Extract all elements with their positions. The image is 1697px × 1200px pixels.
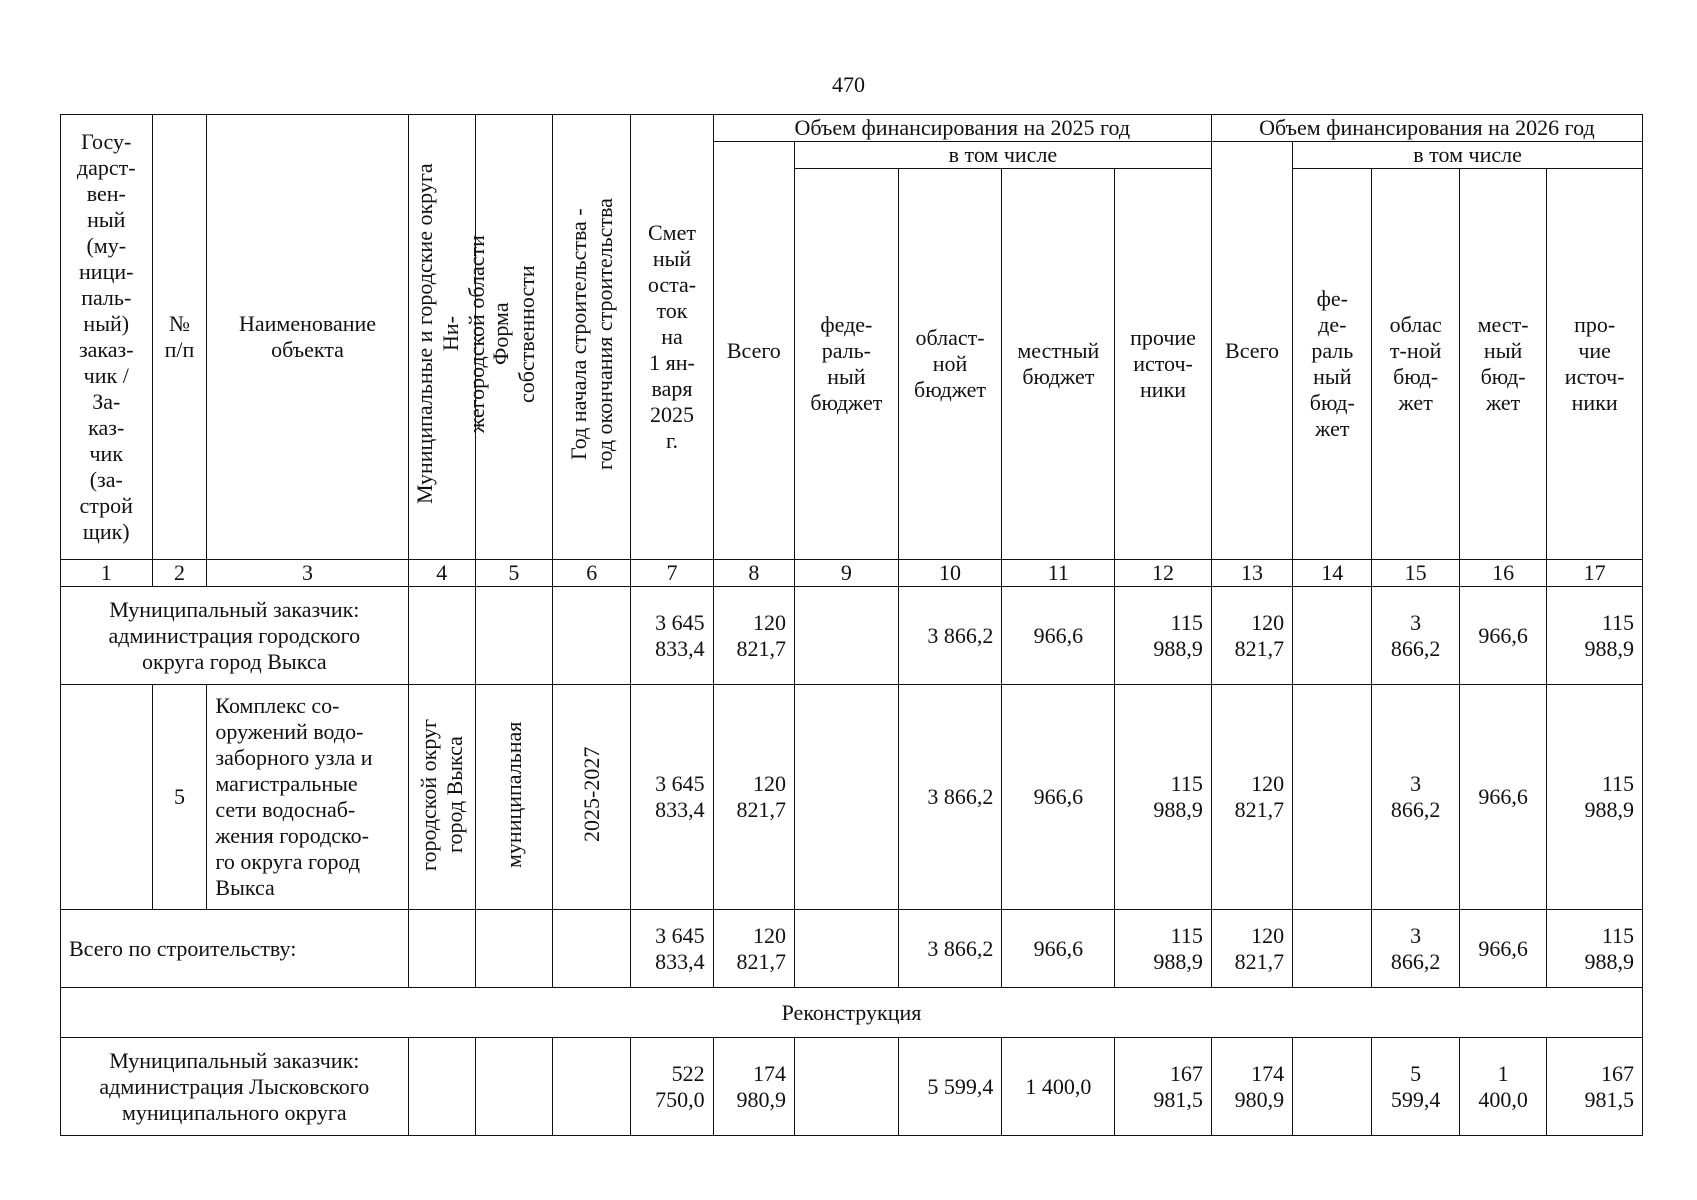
header-years: Год начала строительства - год окончания строительства — [565, 198, 617, 470]
header-regional-2026: облас т-ной бюд- жет — [1372, 169, 1459, 560]
col-number: 1 — [61, 560, 153, 587]
regional-2026: 3 866,2 — [1372, 910, 1459, 988]
empty-cell — [408, 910, 475, 988]
object-district-cell — [408, 685, 475, 910]
regional-2026: 3 866,2 — [1372, 587, 1459, 685]
object-name: Комплекс со- оружений водо- заборного узла и магистральные сети водоснаб- жения городско- го округа город Выкса — [207, 685, 408, 910]
customer-label: Муниципальный заказчик: администрация городского округа город Выкса — [61, 587, 409, 685]
local-2025: 966,6 — [1002, 587, 1115, 685]
federal-2026 — [1293, 910, 1372, 988]
local-2026: 966,6 — [1459, 685, 1546, 910]
header-incl-2026: в том числе — [1293, 142, 1643, 169]
federal-2026 — [1293, 685, 1372, 910]
col-number: 2 — [152, 560, 207, 587]
col-number: 4 — [408, 560, 475, 587]
empty-cell — [553, 587, 631, 685]
regional-2025: 5 599,4 — [898, 1038, 1002, 1136]
object-ownership-cell — [475, 685, 552, 910]
object-years: 2025-2027 — [578, 746, 604, 842]
header-other-2026: про- чие источ- ники — [1547, 169, 1643, 560]
local-2026: 966,6 — [1459, 587, 1546, 685]
header-other-2025: прочие источ- ники — [1115, 169, 1212, 560]
header-total-2026: Всего — [1211, 142, 1292, 560]
other-2026: 115 988,9 — [1547, 910, 1643, 988]
empty-cell — [475, 1038, 552, 1136]
federal-2025 — [795, 685, 899, 910]
header-ownership: Форма собственности — [487, 265, 539, 403]
other-2025: 167 981,5 — [1115, 1038, 1212, 1136]
empty-cell — [553, 1038, 631, 1136]
total-2026: 120 821,7 — [1211, 910, 1292, 988]
total-2025: 120 821,7 — [713, 685, 794, 910]
header-districts: Муниципальные и городские округа Ни- жегородской области — [411, 163, 489, 505]
empty-cell — [61, 685, 153, 910]
total-construction-label: Всего по строительству: — [61, 910, 409, 988]
object-years-cell — [553, 685, 631, 910]
section-row — [61, 988, 1643, 1038]
col-number: 11 — [1002, 560, 1115, 587]
other-2025: 115 988,9 — [1115, 910, 1212, 988]
total-2026: 120 821,7 — [1211, 685, 1292, 910]
header-local-2025: местный бюджет — [1002, 169, 1115, 560]
local-2025: 966,6 — [1002, 685, 1115, 910]
total-2026: 174 980,9 — [1211, 1038, 1292, 1136]
total-2025: 120 821,7 — [713, 910, 794, 988]
header-regional-2025: област- ной бюджет — [898, 169, 1002, 560]
customer-label: Муниципальный заказчик: администрация Лысковского муниципального округа — [61, 1038, 409, 1136]
col-number: 10 — [898, 560, 1002, 587]
regional-2025: 3 866,2 — [898, 587, 1002, 685]
regional-2026: 5 599,4 — [1372, 1038, 1459, 1136]
object-row-5 — [61, 685, 1643, 910]
header-customer: Госу- дарст- вен- ный (му- ници- паль- ный) заказ- чик / За- каз- чик (за- строй щик) — [61, 115, 153, 560]
regional-2025: 3 866,2 — [898, 910, 1002, 988]
col-number: 14 — [1293, 560, 1372, 587]
federal-2026 — [1293, 587, 1372, 685]
col-number: 13 — [1211, 560, 1292, 587]
total-2025: 174 980,9 — [713, 1038, 794, 1136]
total-construction-row — [61, 910, 1643, 988]
other-2026: 167 981,5 — [1547, 1038, 1643, 1136]
federal-2025 — [795, 910, 899, 988]
federal-2025 — [795, 1038, 899, 1136]
empty-cell — [475, 587, 552, 685]
header-total-2025: Всего — [713, 142, 794, 560]
total-2026: 120 821,7 — [1211, 587, 1292, 685]
section-title: Реконструкция — [61, 988, 1643, 1038]
customer-row-lyskovo — [61, 1038, 1643, 1136]
header-districts-cell — [408, 115, 489, 560]
estimated-balance: 3 645 833,4 — [631, 587, 713, 685]
customer-row-vyksa — [61, 587, 1643, 685]
header-balance: Смет ный оста- ток на 1 ян- варя 2025 г. — [631, 115, 713, 560]
col-number: 17 — [1547, 560, 1643, 587]
empty-cell — [408, 1038, 475, 1136]
header-federal-2025: феде- раль- ный бюджет — [795, 169, 899, 560]
col-number: 3 — [207, 560, 408, 587]
federal-2025 — [795, 587, 899, 685]
object-ownership: муниципальная — [500, 720, 526, 868]
local-2026: 966,6 — [1459, 910, 1546, 988]
object-number: 5 — [152, 685, 207, 910]
col-number: 5 — [475, 560, 552, 587]
header-local-2026: мест- ный бюд- жет — [1459, 169, 1546, 560]
header-incl-2025: в том числе — [795, 142, 1212, 169]
col-number: 12 — [1115, 560, 1212, 587]
col-number: 6 — [553, 560, 631, 587]
other-2026: 115 988,9 — [1547, 587, 1643, 685]
col-number: 16 — [1459, 560, 1546, 587]
header-row-1 — [61, 115, 1643, 142]
col-number: 7 — [631, 560, 713, 587]
empty-cell — [553, 910, 631, 988]
total-2025: 120 821,7 — [713, 587, 794, 685]
header-federal-2026: фе- де- раль ный бюд- жет — [1293, 169, 1372, 560]
estimated-balance: 3 645 833,4 — [631, 685, 713, 910]
regional-2025: 3 866,2 — [898, 685, 1002, 910]
page-number: 470 — [832, 72, 865, 97]
financing-table — [60, 114, 1643, 1136]
object-district: городской округ город Выкса — [415, 717, 467, 871]
header-fin-2026: Объем финансирования на 2026 год — [1211, 115, 1642, 142]
regional-2026: 3 866,2 — [1372, 685, 1459, 910]
estimated-balance: 3 645 833,4 — [631, 910, 713, 988]
col-number: 9 — [795, 560, 899, 587]
col-number: 8 — [713, 560, 794, 587]
local-2026: 1 400,0 — [1459, 1038, 1546, 1136]
local-2025: 966,6 — [1002, 910, 1115, 988]
other-2026: 115 988,9 — [1547, 685, 1643, 910]
other-2025: 115 988,9 — [1115, 685, 1212, 910]
empty-cell — [475, 910, 552, 988]
local-2025: 1 400,0 — [1002, 1038, 1115, 1136]
other-2025: 115 988,9 — [1115, 587, 1212, 685]
header-fin-2025: Объем финансирования на 2025 год — [713, 115, 1211, 142]
federal-2026 — [1293, 1038, 1372, 1136]
estimated-balance: 522 750,0 — [631, 1038, 713, 1136]
header-name: Наименование объекта — [207, 115, 408, 560]
header-num: № п/п — [152, 115, 207, 560]
empty-cell — [408, 587, 475, 685]
header-years-cell — [553, 115, 631, 560]
col-number: 15 — [1372, 560, 1459, 587]
column-numbers-row — [61, 560, 1643, 587]
